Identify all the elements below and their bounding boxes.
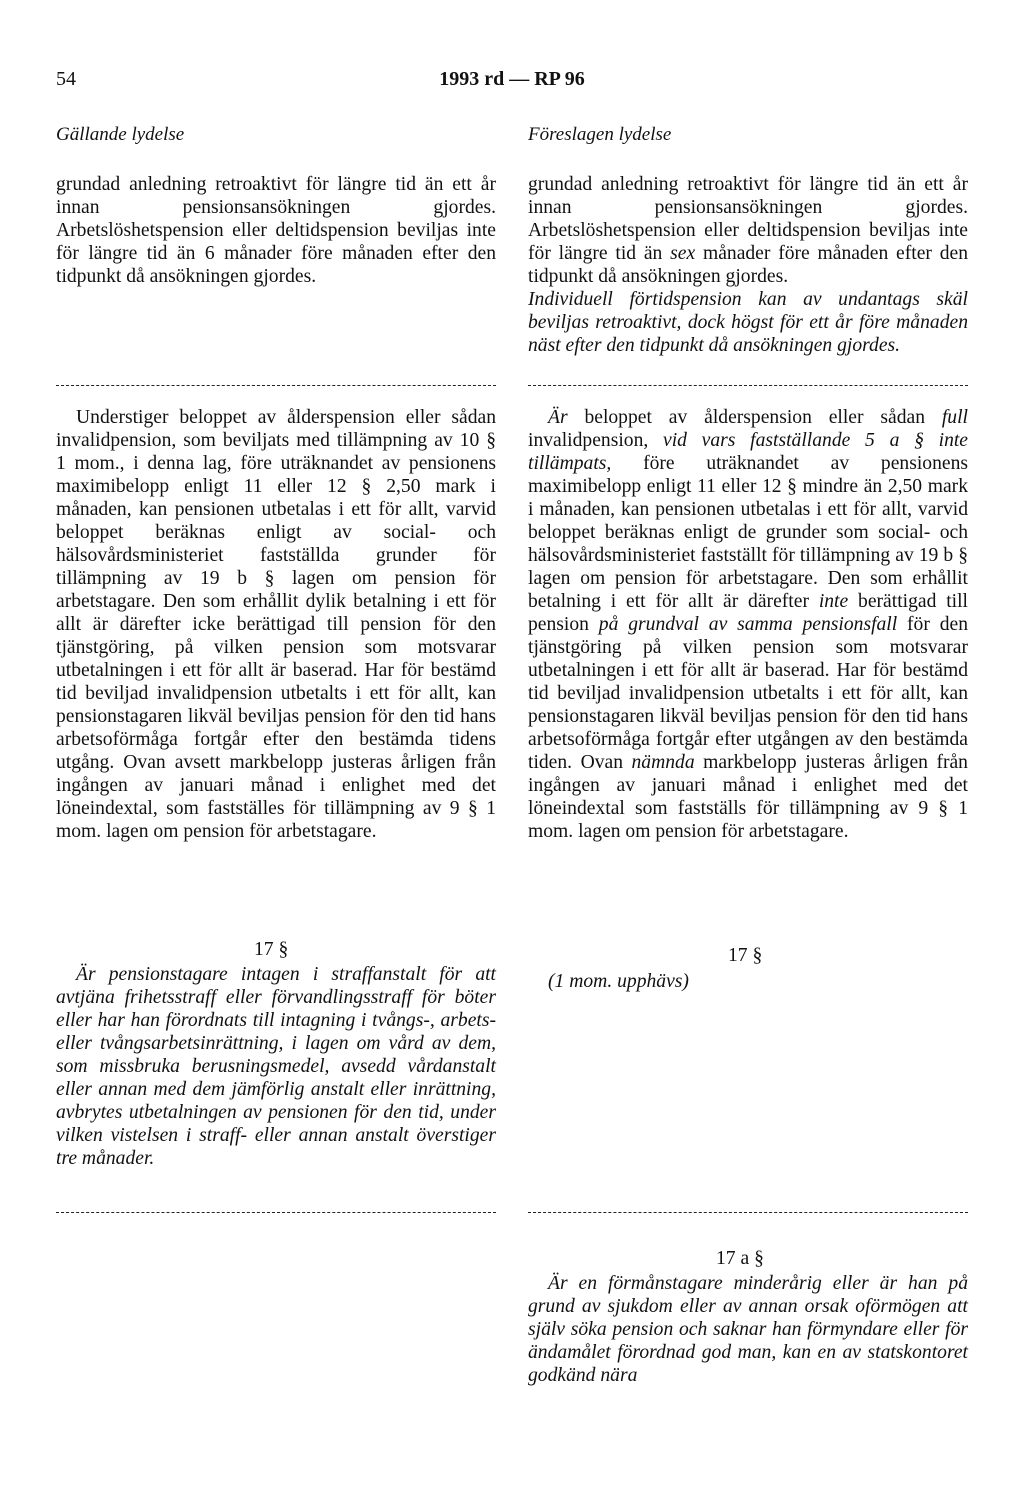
- right-omission-dashes-1: [528, 385, 968, 386]
- left-paragraph-2-text: Understiger beloppet av ålderspension eller sådan invalidpension, som beviljats med tillämpning av 10 § 1 mom., i denna lag, före uträknandet av pensionens maximibelopp enligt 11 eller 12 § 2,50 mark i månaden, kan pensionen utbetalas i ett för allt, varvid beloppet beräknas enligt av social- och hälsovårdsministeriet fastställda grunder för tillämpning av 19 b § lagen om pension för arbetstagare. Den som erhållit dylik betalning i ett för allt är därefter icke berättigad till pension för den tjänstgöring, på vilken pension som motsvarar utbetalningen i ett för allt är baserad. Har för bestämd tid beviljad invalidpension utbetalts i ett för allt, kan pensionstagaren likväl beviljas pension för den tid hans arbetsoförmåga fortgår efter den bestämda tidens utgång. Ovan avsett markbelopp justeras årligen från ingången av januari månad i enlighet med det löneindextal, som fastställes för tillämpning av 9 § 1 mom. lagen om pension för arbetstagare.: [56, 407, 496, 842]
- right-omission-dashes-2: [528, 1212, 968, 1213]
- right-paragraph-1-text: grundad anledning retroaktivt för längre tid än ett år innan pensionsansökningen gjordes. Arbetslöshetspension eller deltidspension beviljas inte för längre tid än sex månader före månaden efter den tidpunkt då ansökningen gjordes.: [528, 174, 968, 287]
- left-paragraph-1-text: grundad anledning retroaktivt för längre tid än ett år innan pensionsansökningen gjordes. Arbetslöshetspension eller deltidspension beviljas inte för längre tid än 6 månader före månaden efter den tidpunkt då ansökningen gjordes.: [56, 174, 496, 287]
- right-section-17-text: (1 mom. upphävs): [548, 971, 689, 992]
- left-omission-dashes-2: [56, 1212, 496, 1213]
- left-section-17-paragraph: Är pensionstagare intagen i straffanstalt för att avtjäna frihetsstraff eller förvandlingsstraff för böter eller har han förordnats till intagning i tvångs-, arbets- eller tvångsarbetsinrättning, i lagen om vård av dem, som missbruka berusningsmedel, avsedd vårdanstalt eller annan med dem jämförlig anstalt eller inrättning, avbrytes utbetalningen av pensionen för den tid, under vilken vistelsen i straff- eller annan anstalt överstiger tre månader.: [56, 964, 496, 1169]
- right-section-17a-number: 17 a §: [716, 1248, 764, 1269]
- left-paragraph-1: [56, 173, 496, 288]
- right-column-heading: Föreslagen lydelse: [528, 124, 672, 145]
- right-paragraph-2: [528, 406, 968, 843]
- left-section-17-number: 17 §: [254, 939, 289, 960]
- right-paragraph-2-text: Är beloppet av ålderspension eller sådan full invalidpension, vid vars fastställande 5 a § inte tillämpats, före uträknandet av pensionens maximibelopp enligt 11 eller 12 § mindre än 2,50 mark i månaden, kan pensionen utbetalas i ett för allt, varvid beloppet beräknas enligt de grunder som social- och hälsovårdsministeriet fastställt för tillämpning av 19 b § lagen om pension för arbetstagare. Den som erhållit betalning i ett för allt är därefter inte berättigad till pension på grundval av samma pensionsfall för den tjänstgöring på vilken pension som motsvarar utbetalningen i ett för allt är baserad. Har för bestämd tid beviljad invalidpension utbetalts i ett för allt, kan pensionstagaren likväl beviljas pension för den tid hans arbetsoförmåga fortgår efter utgången av den bestämda tiden. Ovan nämnda markbelopp justeras årligen från ingången av januari månad i enlighet med det löneindextal som fastställs för tillämpning av 9 § 1 mom. lagen om pension för arbetstagare.: [528, 407, 969, 842]
- left-column-heading: Gällande lydelse: [56, 124, 185, 145]
- right-paragraph-1: [528, 173, 968, 357]
- left-section-17-text: [56, 963, 496, 1170]
- page-number: 54: [56, 68, 76, 90]
- left-paragraph-2: [56, 406, 496, 843]
- right-paragraph-1-italic: Individuell förtidspension kan av undantags skäl beviljas retroaktivt, dock högst för ett år före månaden näst efter den tidpunkt då ansökningen gjordes.: [528, 289, 968, 356]
- right-section-17a-paragraph: Är en förmånstagare minderårig eller är han på grund av sjukdom eller av annan orsak oförmögen att själv söka pension och saknar han förmyndare eller för ändamålet förordnad god man, kan en av statskontoret godkänd nära: [528, 1273, 968, 1386]
- right-section-17-number: 17 §: [728, 945, 763, 966]
- running-head: 1993 rd — RP 96: [439, 68, 585, 90]
- right-section-17a-text: [528, 1272, 968, 1387]
- left-omission-dashes-1: [56, 385, 496, 386]
